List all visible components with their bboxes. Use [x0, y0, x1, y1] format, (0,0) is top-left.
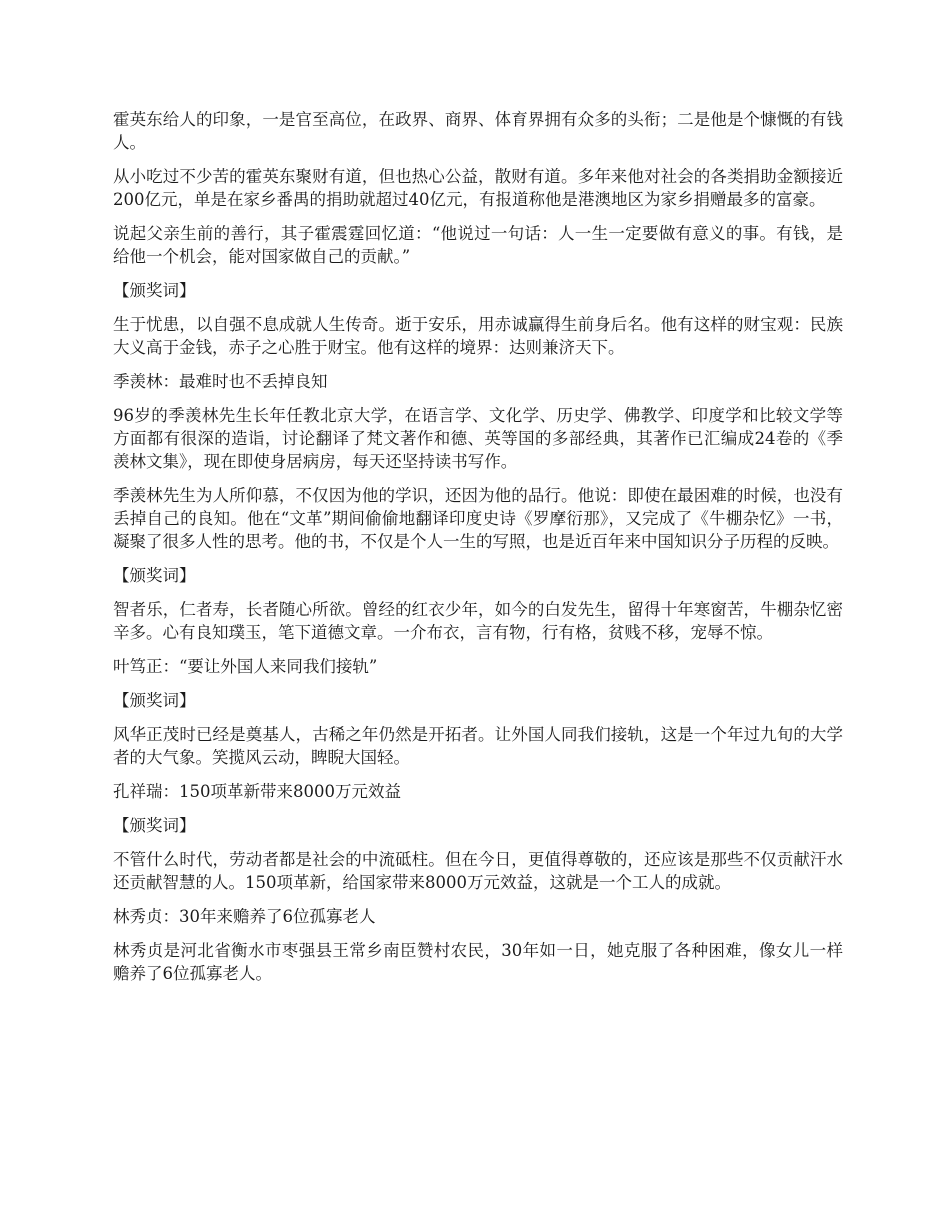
award-citation-heading: 【颁奖词】: [113, 281, 196, 300]
award-citation-heading: 【颁奖词】: [113, 691, 196, 710]
paragraph-huo-citation: 生于忧患，以自强不息成就人生传奇。逝于安乐，用赤诚赢得生前身后名。他有这样的财宝观：民族大义高于金钱，赤子之心胜于财宝。他有这样的境界：达则兼济天下。: [113, 315, 843, 357]
paragraph-lin-story: 林秀贞是河北省衡水市枣强县王常乡南臣赞村农民，30年如一日，她克服了各种困难，像女儿一样赡养了6位孤寡老人。: [113, 941, 843, 983]
paragraph-huo-donations: 从小吃过不少苦的霍英东聚财有道，但也热心公益，散财有道。多年来他对社会的各类捐助金额接近200亿元，单是在家乡番禺的捐助就超过40亿元，有报道称他是港澳地区为家乡捐赠最多的富豪。: [113, 167, 843, 209]
paragraph-ye-citation: 风华正茂时已经是奠基人，古稀之年仍然是开拓者。让外国人同我们接轨，这是一个年过九旬的大学者的大气象。笑揽风云动，睥睨大国轻。: [113, 725, 843, 767]
paragraph-huo-impression: 霍英东给人的印象，一是官至高位，在政界、商界、体育界拥有众多的头衔；二是他是个慷慨的有钱人。: [113, 110, 843, 152]
section-title-kong-xiangrui: 孔祥瑞：150项革新带来8000万元效益: [113, 782, 401, 801]
award-citation-heading: 【颁奖词】: [113, 816, 196, 835]
section-title-lin-xiuzhen: 林秀贞：30年来赡养了6位孤寡老人: [113, 907, 376, 926]
paragraph-huo-son-quote: 说起父亲生前的善行，其子霍震霆回忆道：“他说过一句话：人一生一定要做有意义的事。有钱，是给他一个机会，能对国家做自己的贡献。”: [113, 224, 843, 266]
paragraph-kong-citation: 不管什么时代，劳动者都是社会的中流砥柱。但在今日，更值得尊敬的，还应该是那些不仅贡献汗水还贡献智慧的人。150项革新，给国家带来8000万元效益，这就是一个工人的成就。: [113, 850, 843, 892]
document-page: [113, 108, 843, 996]
award-citation-heading: 【颁奖词】: [113, 566, 196, 585]
paragraph-ji-character: 季羡林先生为人所仰慕，不仅因为他的学识，还因为他的品行。他说：即使在最困难的时候，也没有丢掉自己的良知。他在“文革”期间偷偷地翻译印度史诗《罗摩衍那》，又完成了《牛棚杂忆》一书，凝聚了很多人性的思考。他的书，不仅是个人一生的写照，也是近百年来中国知识分子历程的反映。: [113, 486, 843, 551]
section-title-ye-duzheng: 叶笃正：“要让外国人来同我们接轨”: [113, 657, 378, 676]
section-title-ji-xianlin: 季羡林：最难时也不丢掉良知: [113, 372, 328, 391]
paragraph-ji-citation: 智者乐，仁者寿，长者随心所欲。曾经的红衣少年，如今的白发先生，留得十年寒窗苦，牛棚杂忆密辛多。心有良知璞玉，笔下道德文章。一介布衣，言有物，行有格，贫贱不移，宠辱不惊。: [113, 600, 843, 642]
paragraph-ji-career: 96岁的季羡林先生长年任教北京大学，在语言学、文化学、历史学、佛教学、印度学和比较文学等方面都有很深的造诣，讨论翻译了梵文著作和德、英等国的多部经典，其著作已汇编成24卷的《季羡林文集》，现在即使身居病房，每天还坚持读书写作。: [113, 406, 843, 471]
